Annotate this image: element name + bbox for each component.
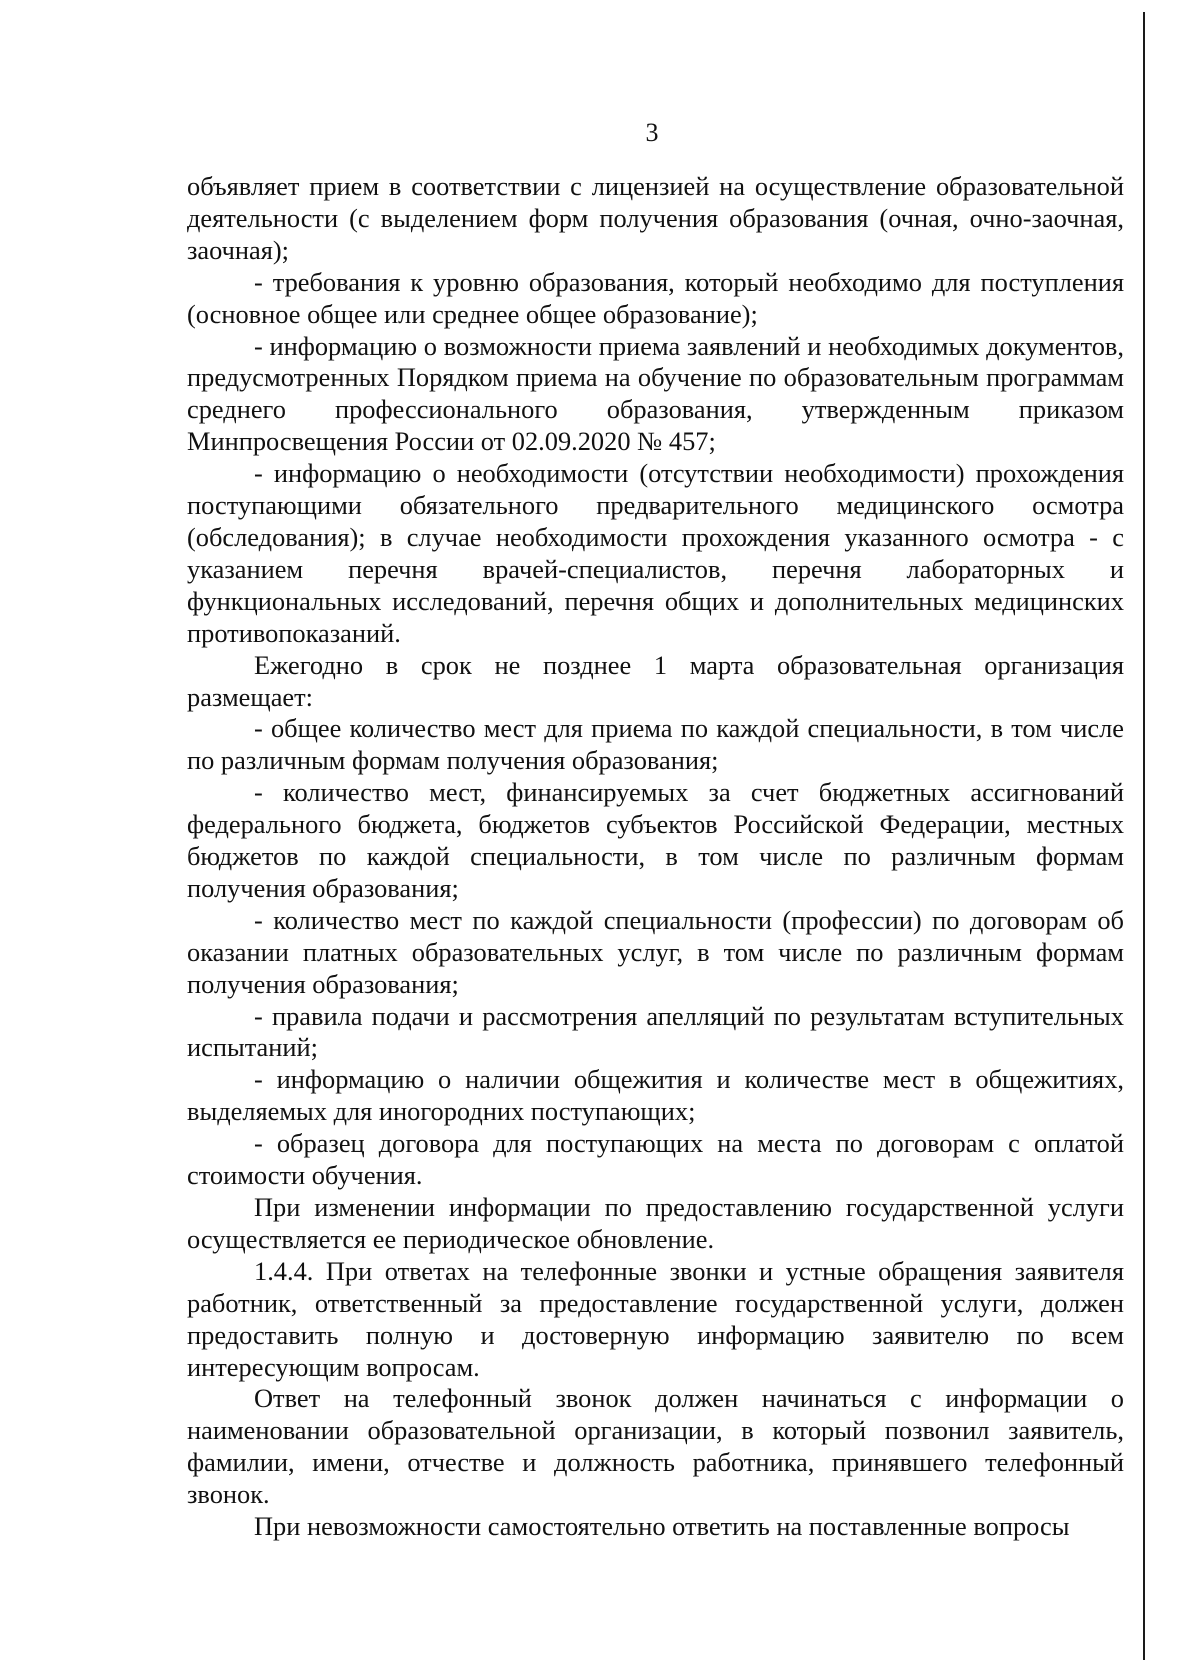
paragraph: - информацию о необходимости (отсутствии необходимости) прохождения поступающими обязательного предварительного медицинского осмотра (обследования); в случае необходимости прохождения указанного осмотра - с указанием перечня врачей-специалистов, перечня лабораторных и функциональных исследований, перечня общих и дополнительных медицинских противопоказаний. [187, 458, 1124, 648]
paragraph: - общее количество мест для приема по каждой специальности, в том числе по различным формам получения образования; [187, 713, 1124, 776]
paragraph: Ежегодно в срок не позднее 1 марта образовательная организация размещает: [187, 649, 1124, 712]
paragraph: - информацию о наличии общежития и количестве мест в общежитиях, выделяемых для иногородних поступающих; [187, 1064, 1124, 1127]
paragraph: - образец договора для поступающих на места по договорам с оплатой стоимости обучения. [187, 1128, 1124, 1191]
paragraph: объявляет прием в соответствии с лицензией на осуществление образовательной деятельности (с выделением форм получения образования (очная, очно-заочная, заочная); [187, 171, 1124, 265]
page-number: 3 [645, 118, 659, 147]
page-edge-line [1143, 12, 1145, 1660]
paragraph: - количество мест, финансируемых за счет бюджетных ассигнований федерального бюджета, бюджетов субъектов Российской Федерации, местных бюджетов по каждой специальности, в том числе по различным формам получения образования; [187, 777, 1124, 903]
paragraph: - информацию о возможности приема заявлений и необходимых документов, предусмотренных Порядком приема на обучение по образовательным программам среднего профессионального образования, утвержденным приказом Минпросвещения России от 02.09.2020 № 457; [187, 330, 1124, 457]
paragraph: 1.4.4. При ответах на телефонные звонки и устные обращения заявителя работник, ответственный за предоставление государственной услуги, должен предоставить полную и достоверную информацию заявителю по всем интересующим вопросам. [187, 1255, 1124, 1382]
paragraph: - требования к уровню образования, который необходимо для поступления (основное общее или среднее общее образование); [187, 266, 1124, 329]
paragraph: При невозможности самостоятельно ответить на поставленные вопросы [254, 1511, 1070, 1542]
paragraph: При изменении информации по предоставлению государственной услуги осуществляется ее периодическое обновление. [187, 1192, 1124, 1254]
paragraph: - количество мест по каждой специальности (профессии) по договорам об оказании платных образовательных услуг, в том числе по различным формам получения образования; [187, 904, 1124, 999]
paragraph: - правила подачи и рассмотрения апелляций по результатам вступительных испытаний; [187, 1000, 1124, 1063]
paragraph: Ответ на телефонный звонок должен начинаться с информации о наименовании образовательной организации, в который позвонил заявитель, фамилии, имени, отчестве и должность работника, принявшего телефонный звонок. [187, 1383, 1124, 1510]
document-body [187, 171, 1124, 1543]
